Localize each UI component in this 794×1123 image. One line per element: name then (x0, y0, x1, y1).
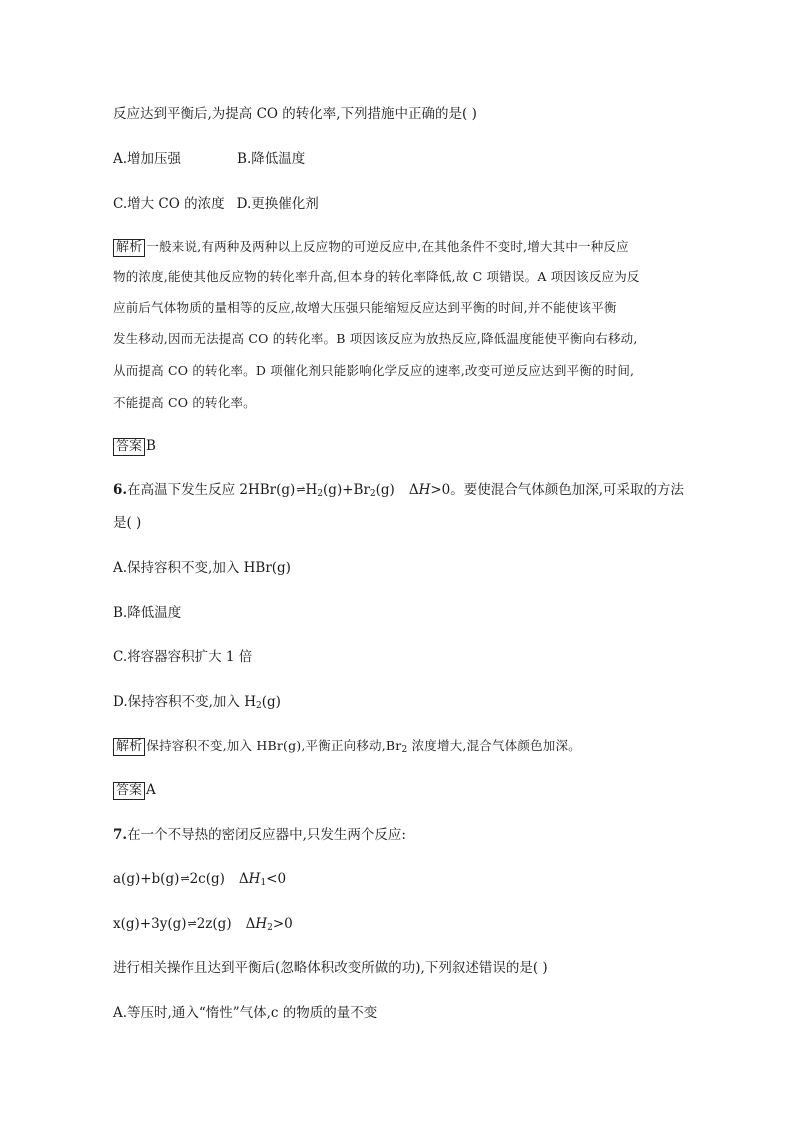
q5-analysis-line-3: 应前后气体物质的量相等的反应,故增大压强只能缩短反应达到平衡的时间,并不能使该平衡 (113, 300, 617, 315)
q5-answer-value: B (146, 438, 156, 454)
q5-analysis-line-2: 物的浓度,能使其他反应物的转化率升高,但本身的转化率降低,故 C 项错误。A 项因该反应为反 (113, 269, 640, 284)
q5-option-c: C.增大 CO 的浓度 (113, 196, 225, 212)
q5-options-row-2 (113, 195, 319, 213)
q7-equation-1: a(g)+b(g)⇌2c(g) $\Delta H_1<0$ (113, 871, 287, 888)
q6-number: 6. (113, 482, 128, 498)
q7-stem: 7.在一个不导热的密闭反应器中,只发生两个反应: (113, 827, 406, 843)
analysis-tag: 解析 (113, 738, 145, 756)
q5-analysis-line-5: 从而提高 CO 的转化率。D 项催化剂只能影响化学反应的速率,改变可逆反应达到平衡的时间, (113, 363, 635, 378)
q6-option-a: A.保持容积不变,加入 HBr(g) (113, 560, 291, 576)
q6-answer-value: A (146, 782, 156, 798)
q5-option-d: D.更换催化剂 (236, 196, 319, 212)
q5-answer (113, 437, 156, 456)
equilibrium-arrow-icon: ⇌ (180, 872, 189, 885)
q5-analysis-line-4: 发生移动,因而无法提高 CO 的转化率。B 项因该反应为放热反应,降低温度能使平衡向右移动, (113, 331, 638, 346)
q6-option-d: D.保持容积不变,加入 $H_2(g)$ (113, 694, 281, 711)
q5-option-b: B.降低温度 (237, 151, 306, 167)
q7-number: 7. (113, 827, 128, 843)
q5-analysis-line-6: 不能提高 CO 的转化率。 (113, 395, 256, 410)
q7-stem-2: 进行相关操作且达到平衡后(忽略体积改变所做的功),下列叙述错误的是( ) (113, 960, 548, 976)
analysis-tag: 解析 (113, 239, 145, 257)
q5-stem: 反应达到平衡后,为提高 CO 的转化率,下列措施中正确的是( ) (113, 106, 477, 122)
q5-analysis-line-1: 解析 一般来说,有两种及两种以上反应物的可逆反应中,在其他条件不变时,增大其中一种反应 (113, 238, 629, 257)
q6-analysis: 解析 保持容积不变,加入 HBr(g),平衡正向移动$,Br_2$ 浓度增大,混合气体颜色加深。 (113, 737, 581, 756)
q6-option-b: B.降低温度 (113, 605, 182, 621)
equilibrium-arrow-icon: ⇌ (187, 917, 196, 930)
answer-tag: 答案 (113, 438, 145, 456)
equilibrium-arrow-icon: ⇌ (296, 483, 305, 496)
answer-tag: 答案 (113, 782, 145, 800)
q5-option-a: A.增加压强 (113, 151, 182, 167)
q5-options-row-1 (113, 150, 305, 168)
q6-option-c: C.将容器容积扩大 1 倍 (113, 649, 253, 665)
q7-option-a: A.等压时,通入“惰性”气体,c 的物质的量不变 (113, 1005, 378, 1021)
q6-stem-line-1: 6.在高温下发生反应 $2HBr(g)\rightleftharpoons H_2(g)+Br_2(g)$ ΔH>0。要使混合气体颜色加深,可采取的方法 (113, 482, 685, 499)
q6-answer (113, 781, 156, 800)
q6-stem-line-2: 是( ) (113, 515, 142, 531)
q7-equation-2: x(g)+3y(g)⇌2z(g) $\Delta H_2>0$ (113, 916, 293, 933)
